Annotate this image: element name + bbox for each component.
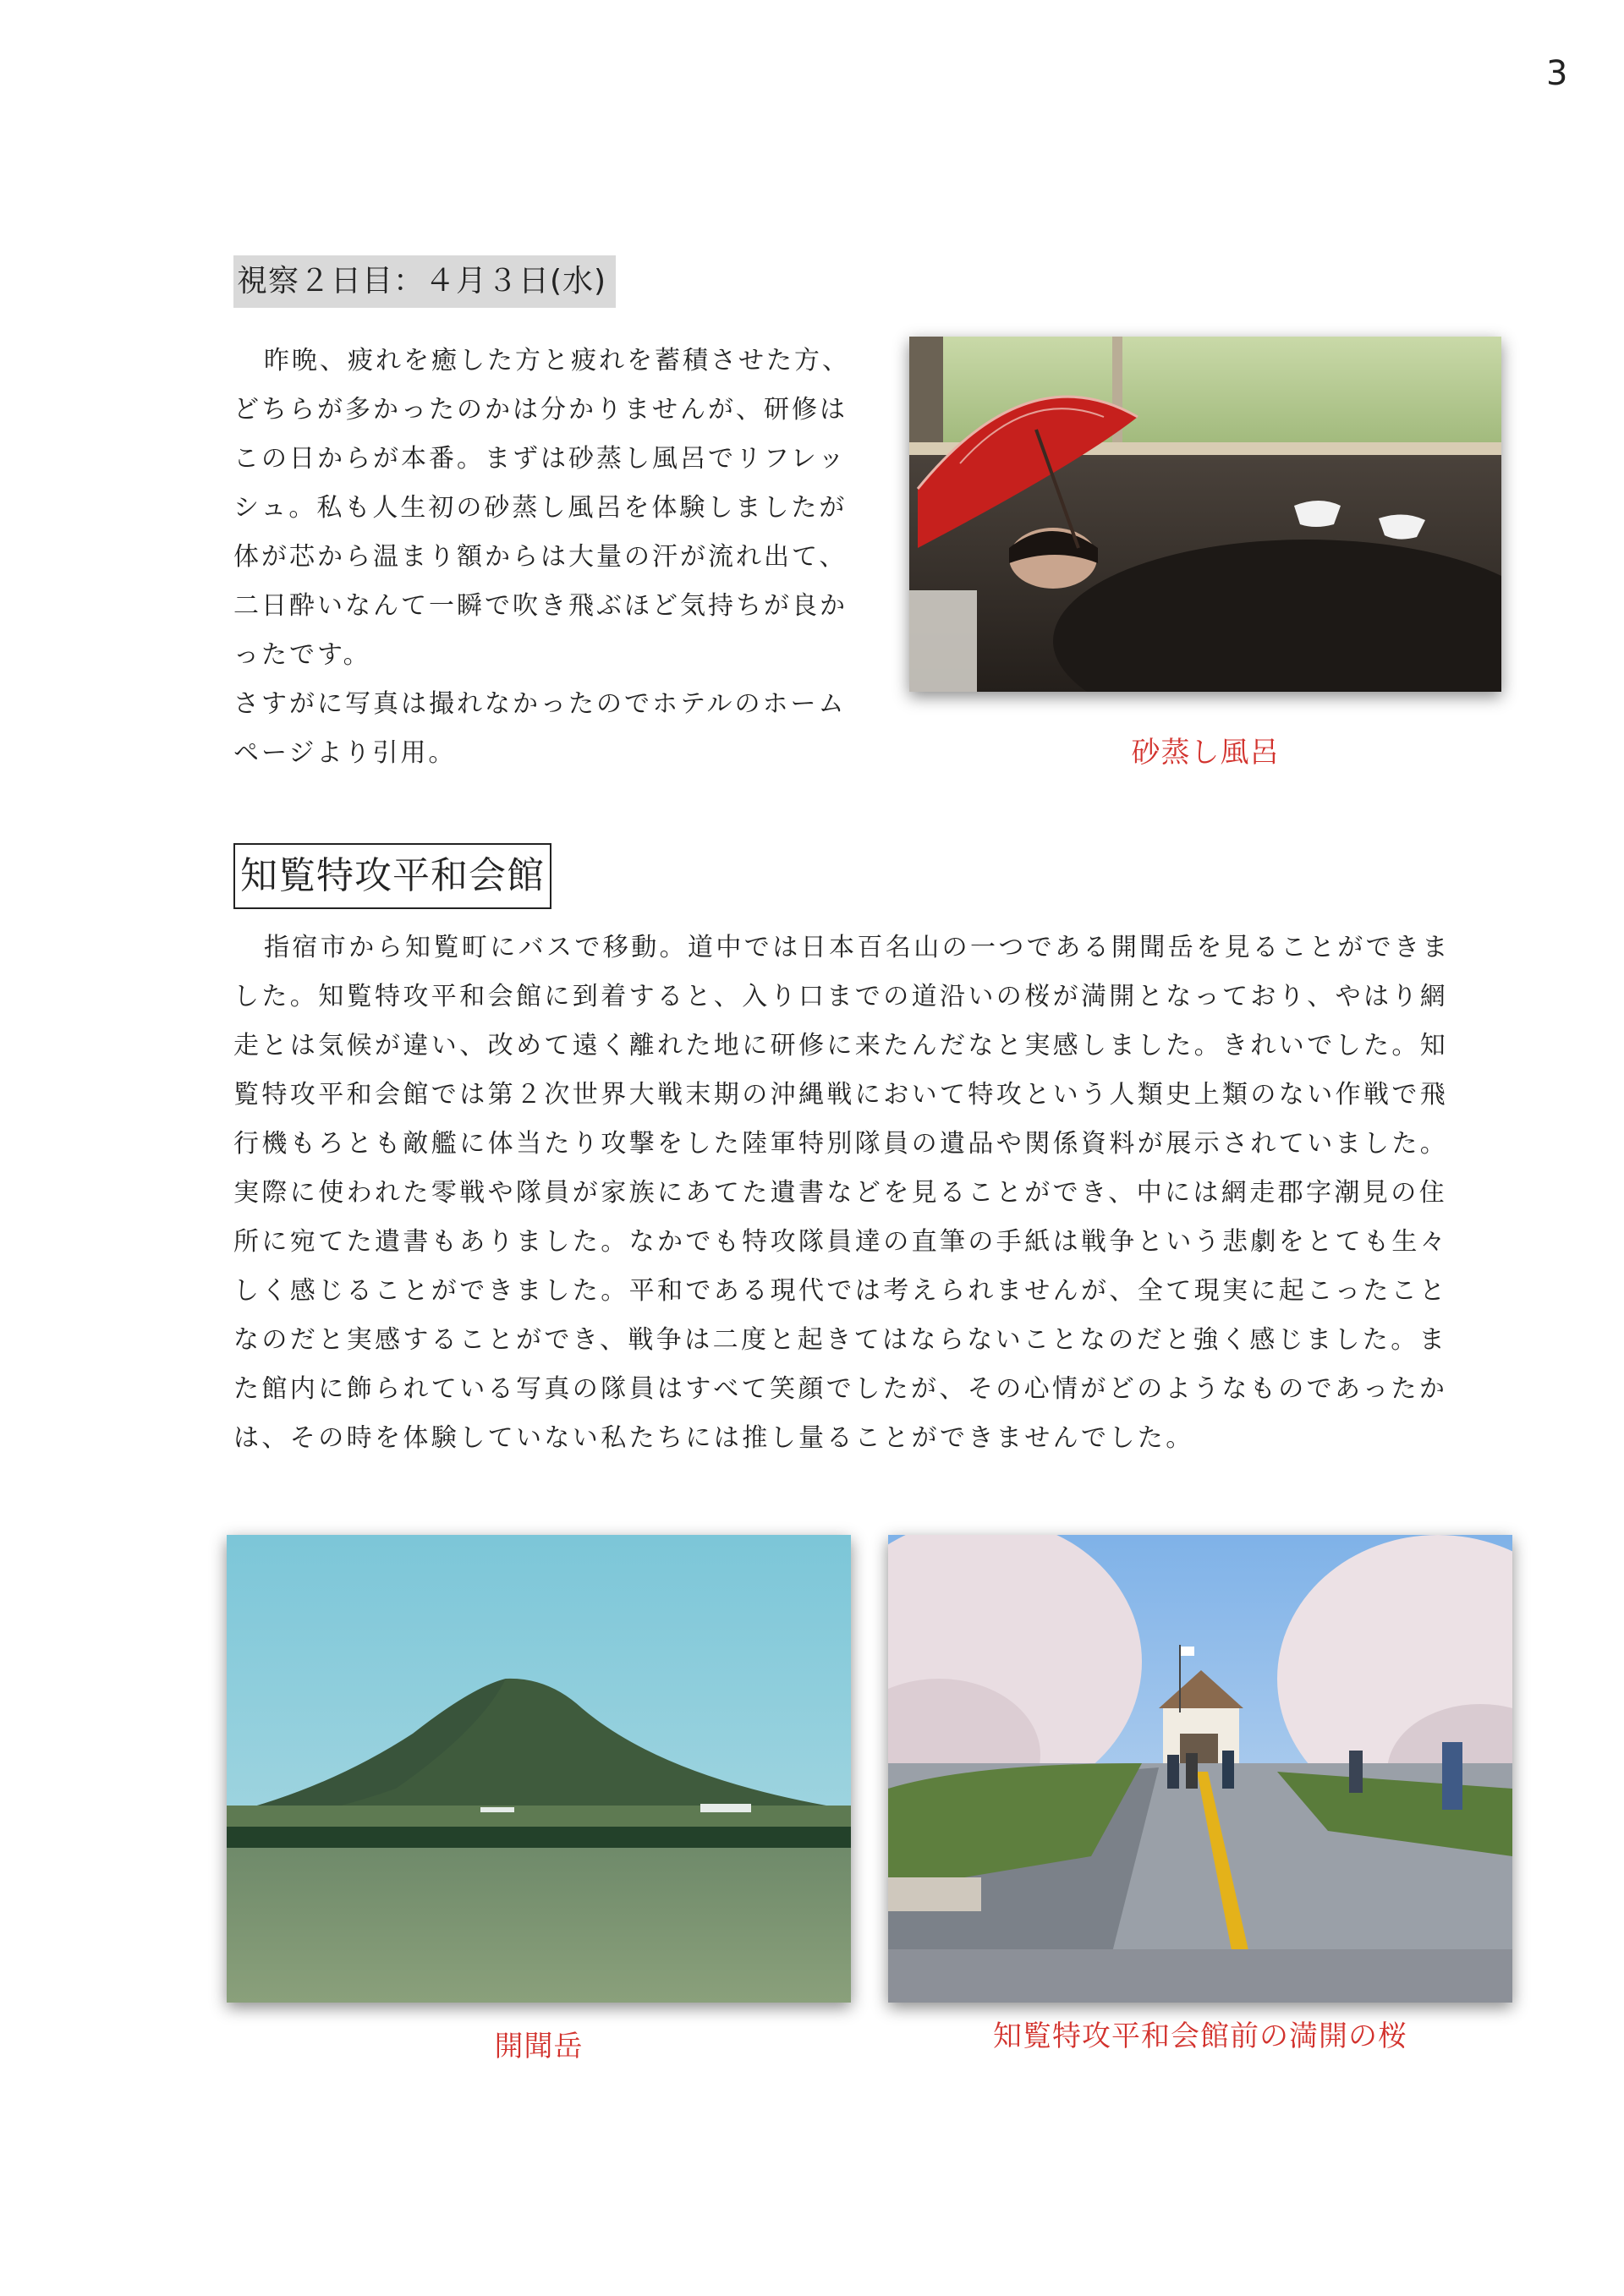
day-heading: 視察２日目：４月３日(水) (233, 255, 616, 308)
sand-bath-caption: 砂蒸し風呂 (1131, 736, 1280, 770)
intro-text (233, 337, 859, 778)
intro-paragraph: 昨晩、疲れを癒した方と疲れを蓄積させた方、どちらが多かったのかは分かりませんが、研修はこの日からが本番。まずは砂蒸し風呂でリフレッシュ。私も人生初の砂蒸し風呂を体験しましたが体が芯から温まり額からは大量の汗が流れ出て、二日酔いなんて一瞬で吹き飛ぶほど気持ちが良かったです。 (233, 346, 850, 670)
sand-bath-illustration (909, 337, 1501, 692)
kaimondake-caption: 開聞岳 (494, 2030, 584, 2063)
page-number: 3 (1546, 54, 1568, 93)
sakura-illustration (888, 1535, 1512, 2003)
section-heading: 知覧特攻平和会館 (233, 843, 551, 909)
sand-bath-photo (909, 337, 1501, 692)
intro-note: さすがに写真は撮れなかったのでホテルのホームページより引用。 (233, 689, 847, 768)
kaimondake-illustration (227, 1535, 851, 2003)
section-body: 指宿市から知覧町にバスで移動。道中では日本百名山の一つである開聞岳を見ることができました。知覧特攻平和会館に到着すると、入り口までの道沿いの桜が満開となっており、やはり網走とは気候が違い、改めて遠く離れた地に研修に来たんだなと実感しました。きれいでした。知覧特攻平和会館では第２次世界大戦末期の沖縄戦において特攻という人類史上類のない作戦で飛行機もろとも敵艦に体当たり攻撃をした陸軍特別隊員の遺品や関係資料が展示されていました。実際に使われた零戦や隊員が家族にあてた遺書などを見ることができ、中には網走郡字潮見の住所に宛てた遺書もありました。なかでも特攻隊員達の直筆の手紙は戦争という悲劇をとても生々しく感じることができました。平和である現代では考えられませんが、全て現実に起こったことなのだと実感することができ、戦争は二度と起きてはならないことなのだと強く感じました。また館内に飾られている写真の隊員はすべて笑顔でしたが、その心情がどのようなものであったかは、その時を体験していない私たちには推し量ることができませんでした。 (233, 933, 1451, 1453)
kaimondake-photo (227, 1535, 851, 2003)
sakura-photo (888, 1535, 1512, 2003)
sakura-caption: 知覧特攻平和会館前の満開の桜 (993, 2019, 1407, 2053)
